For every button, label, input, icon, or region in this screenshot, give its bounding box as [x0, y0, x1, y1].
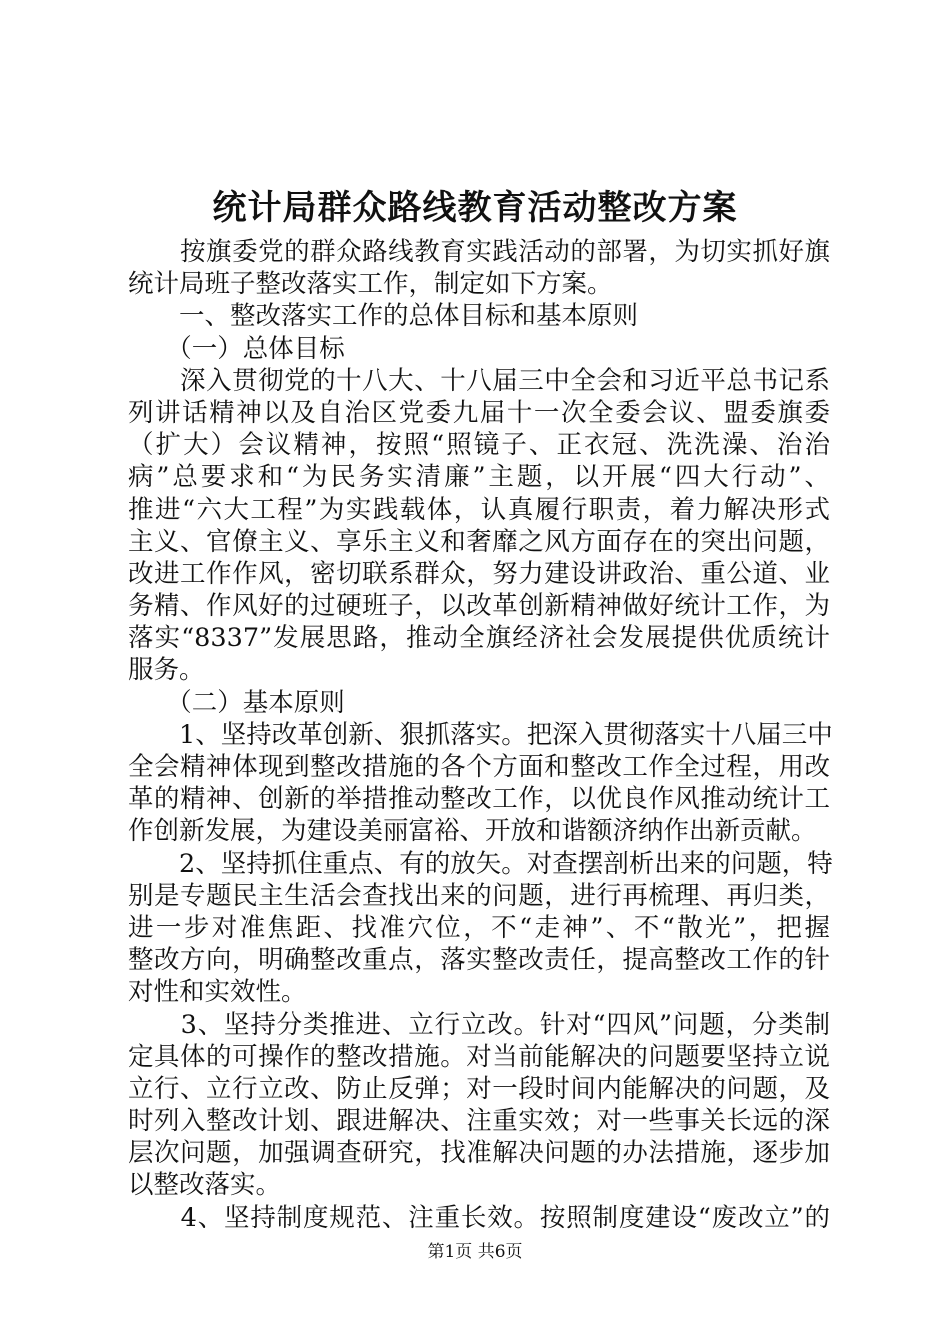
paragraph-line: 以整改落实。	[128, 1170, 282, 1201]
paragraph-line: 主义、官僚主义、享乐主义和奢靡之风方面存在的突出问题，	[128, 526, 830, 557]
document-body	[128, 236, 833, 1234]
paragraph-line: 深入贯彻党的十八大、十八届三中全会和习近平总书记系	[128, 365, 830, 396]
paragraph-line: 按旗委党的群众路线教育实践活动的部署，为切实抓好旗	[128, 237, 830, 267]
paragraph-line: （一）总体目标	[128, 333, 345, 364]
paragraph-line: 2、坚持抓住重点、有的放矢。对查摆剖析出来的问题，特	[128, 848, 833, 879]
paragraph-line: （二）基本原则	[128, 687, 345, 718]
paragraph-line: 别是专题民主生活会查找出来的问题，进行再梳理、再归类，	[128, 880, 830, 911]
page-number-footer: 第1页 共6页	[427, 1242, 523, 1262]
paragraph-line: 作创新发展，为建设美丽富裕、开放和谐额济纳作出新贡献。	[128, 816, 817, 847]
paragraph-line: 4、坚持制度规范、注重长效。按照制度建设“废改立”的	[128, 1202, 830, 1233]
paragraph-line: 服务。	[128, 655, 205, 686]
paragraph-line: 时列入整改计划、跟进解决、注重实效；对一些事关长远的深	[128, 1106, 830, 1137]
paragraph-line: 进一步对准焦距、找准穴位，不“走神”、不“散光”，把握	[128, 912, 830, 943]
paragraph-line: 层次问题，加强调查研究，找准解决问题的办法措施，逐步加	[128, 1138, 830, 1169]
paragraph-line: 3、坚持分类推进、立行立改。针对“四风”问题，分类制	[128, 1009, 830, 1040]
paragraph-line: 列讲话精神以及自治区党委九届十一次全委会议、盟委旗委	[128, 397, 830, 428]
paragraph-line: 推进“六大工程”为实践载体，认真履行职责，着力解决形式	[128, 494, 830, 525]
paragraph-line: 全会精神体现到整改措施的各个方面和整改工作全过程，用改	[128, 752, 830, 782]
paragraph-line: 务精、作风好的过硬班子，以改革创新精神做好统计工作，为	[128, 591, 830, 622]
paragraph-line: 改进工作作风，密切联系群众，努力建设讲政治、重公道、业	[128, 558, 830, 589]
paragraph-line: 革的精神、创新的举措推动整改工作，以优良作风推动统计工	[128, 784, 830, 815]
paragraph-line: 落实“8337”发展思路，推动全旗经济社会发展提供优质统计	[128, 623, 830, 654]
paragraph-line: 病”总要求和“为民务实清廉”主题，以开展“四大行动”、	[128, 462, 830, 493]
paragraph-line: （扩大）会议精神，按照“照镜子、正衣冠、洗洗澡、治治	[128, 430, 830, 461]
paragraph-line: 1、坚持改革创新、狠抓落实。把深入贯彻落实十八届三中	[128, 719, 833, 750]
paragraph-line: 对性和实效性。	[128, 977, 307, 1008]
document-title: 统计局群众路线教育活动整改方案	[212, 188, 738, 228]
paragraph-line: 立行、立行立改、防止反弹；对一段时间内能解决的问题，及	[128, 1073, 830, 1104]
paragraph-line: 一、整改落实工作的总体目标和基本原则	[128, 301, 639, 332]
paragraph-line: 整改方向，明确整改重点，落实整改责任，提高整改工作的针	[128, 945, 830, 976]
paragraph-line: 定具体的可操作的整改措施。对当前能解决的问题要坚持立说	[128, 1041, 830, 1072]
paragraph-line: 统计局班子整改落实工作，制定如下方案。	[128, 269, 613, 300]
